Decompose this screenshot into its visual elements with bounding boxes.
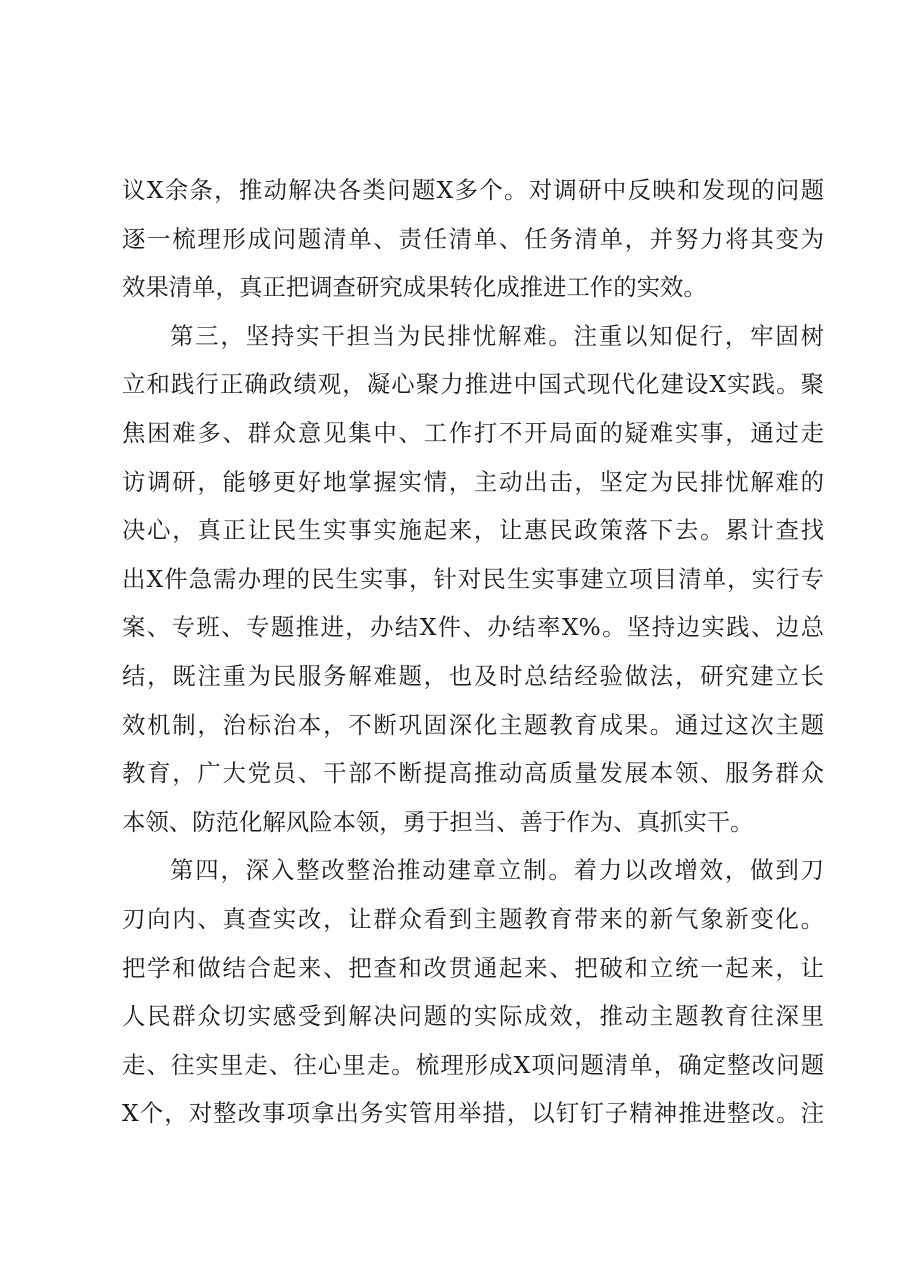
text-line: 焦困难多、群众意见集中、工作打不开局面的疑难实事，通过走 (122, 418, 824, 447)
text-line: 逐一梳理形成问题清单、责任清单、任务清单，并努力将其变为 (122, 224, 824, 253)
paragraph-start-line: 第三，坚持实干担当为民排忧解难。注重以知促行，牢固树 (170, 321, 824, 350)
text-line: X个，对整改事项拿出务实管用举措，以钉钉子精神推进整改。注 (122, 1099, 824, 1128)
text-line: 效机制，治标治本，不断巩固深化主题教育成果。通过这次主题 (122, 710, 824, 739)
body-text (122, 166, 824, 1138)
text-line: 教育，广大党员、干部不断提高推动高质量发展本领、服务群众 (122, 759, 824, 788)
text-line: 结，既注重为民服务解难题，也及时总结经验做法，研究建立长 (122, 661, 824, 690)
text-line: 议X余条，推动解决各类问题X多个。对调研中反映和发现的问题 (122, 176, 824, 204)
text-line: 案、专班、专题推进，办结X件、办结率X%。坚持边实践、边总 (122, 613, 824, 642)
text-line: 决心，真正让民生实事实施起来，让惠民政策落下去。累计查找 (122, 516, 824, 545)
text-line: 走、往实里走、往心里走。梳理形成X项问题清单，确定整改问题 (122, 1050, 824, 1079)
text-line: 效果清单，真正把调查研究成果转化成推进工作的实效。 (122, 273, 707, 302)
paragraph-start-line: 第四，深入整改整治推动建章立制。着力以改增效，做到刀 (170, 856, 824, 885)
text-line: 本领、防范化解风险本领，勇于担当、善于作为、真抓实干。 (122, 807, 754, 836)
text-line: 人民群众切实感受到解决问题的实际成效，推动主题教育往深里 (122, 1002, 824, 1031)
text-line: 访调研，能够更好地掌握实情，主动出击，坚定为民排忧解难的 (122, 467, 824, 496)
text-line: 把学和做结合起来、把查和改贯通起来、把破和立统一起来，让 (122, 953, 824, 982)
text-line: 刃向内、真查实改，让群众看到主题教育带来的新气象新变化。 (122, 904, 824, 933)
text-line: 出X件急需办理的民生实事，针对民生实事建立项目清单，实行专 (122, 564, 824, 593)
text-line: 立和践行正确政绩观，凝心聚力推进中国式现代化建设X实践。聚 (122, 370, 824, 399)
